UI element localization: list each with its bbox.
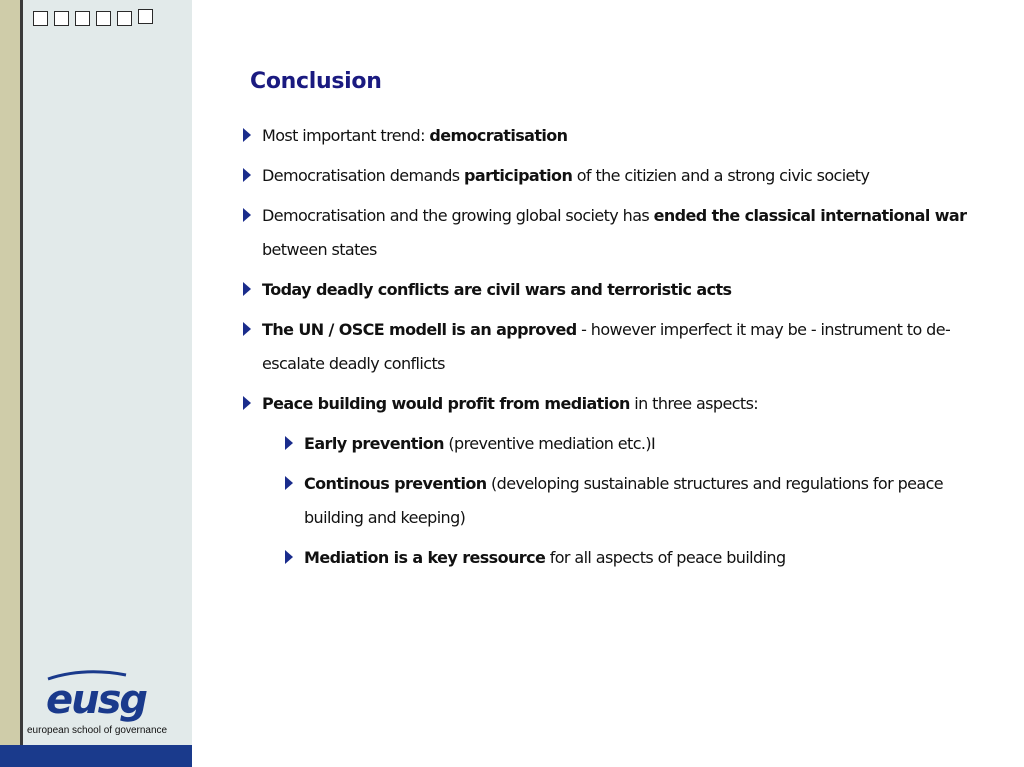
slide-title: Conclusion (250, 69, 382, 94)
sidebar-bottom-bar (0, 745, 192, 767)
bullet-arrow-icon (243, 396, 251, 410)
sidebar-panel (23, 0, 192, 767)
bullet-bold-text: Continous prevention (304, 474, 487, 493)
bullet-text: between states (262, 240, 377, 259)
sidebar-khaki-stripe (0, 0, 20, 767)
bullet-arrow-icon (285, 436, 293, 450)
missing-glyph-box (33, 11, 48, 26)
bullet-bold-text: democratisation (429, 126, 568, 145)
bullet-arrow-icon (243, 208, 251, 222)
bullet-arrow-icon (285, 476, 293, 490)
bullet-bold-text: Today deadly conflicts are civil wars and terroristic acts (262, 280, 732, 299)
bullet-bold-text: Peace building would profit from mediation (262, 394, 630, 413)
sub-bullet-item (304, 541, 980, 575)
bullet-item (262, 159, 982, 193)
bullet-bold-text: participation (464, 166, 573, 185)
bullet-bold-text: The UN / OSCE modell is an approved (262, 320, 577, 339)
bullet-text: Democratisation and the growing global society has (262, 206, 654, 225)
bullet-text: (developing sustainable structures and regulations for peace building and keeping) (304, 474, 944, 527)
bullet-arrow-icon (285, 550, 293, 564)
missing-glyph-box (75, 11, 90, 26)
missing-glyph-box (138, 9, 153, 24)
bullet-text: of the citizien and a strong civic society (572, 166, 870, 185)
bullet-text: Most important trend: (262, 126, 430, 145)
bullet-item (262, 313, 982, 381)
bullet-bold-text: Mediation is a key ressource (304, 548, 546, 567)
bullet-arrow-icon (243, 322, 251, 336)
header-glyph-boxes (33, 11, 153, 26)
bullet-item (262, 119, 982, 153)
bullet-text: Democratisation demands (262, 166, 465, 185)
logo-tagline: european school of governance (27, 725, 168, 736)
bullet-text: in three aspects: (629, 394, 759, 413)
missing-glyph-box (96, 11, 111, 26)
eusg-logo (44, 669, 164, 723)
bullet-bold-text: ended the classical international war (653, 206, 967, 225)
bullet-text: (preventive mediation etc.)I (443, 434, 656, 453)
missing-glyph-box (117, 11, 132, 26)
bullet-text: for all aspects of peace building (545, 548, 786, 567)
sub-bullet-item (304, 467, 980, 535)
bullet-item (262, 273, 982, 307)
sub-bullet-item (304, 427, 980, 461)
logo-wordmark: eusg (46, 677, 147, 723)
bullet-item (262, 199, 982, 267)
bullet-arrow-icon (243, 282, 251, 296)
bullet-arrow-icon (243, 128, 251, 142)
bullet-text: - however imperfect it may be - instrument to de-escalate deadly conflicts (262, 320, 951, 373)
missing-glyph-box (54, 11, 69, 26)
bullet-item (262, 387, 982, 421)
bullet-arrow-icon (243, 168, 251, 182)
bullet-bold-text: Early prevention (304, 434, 444, 453)
